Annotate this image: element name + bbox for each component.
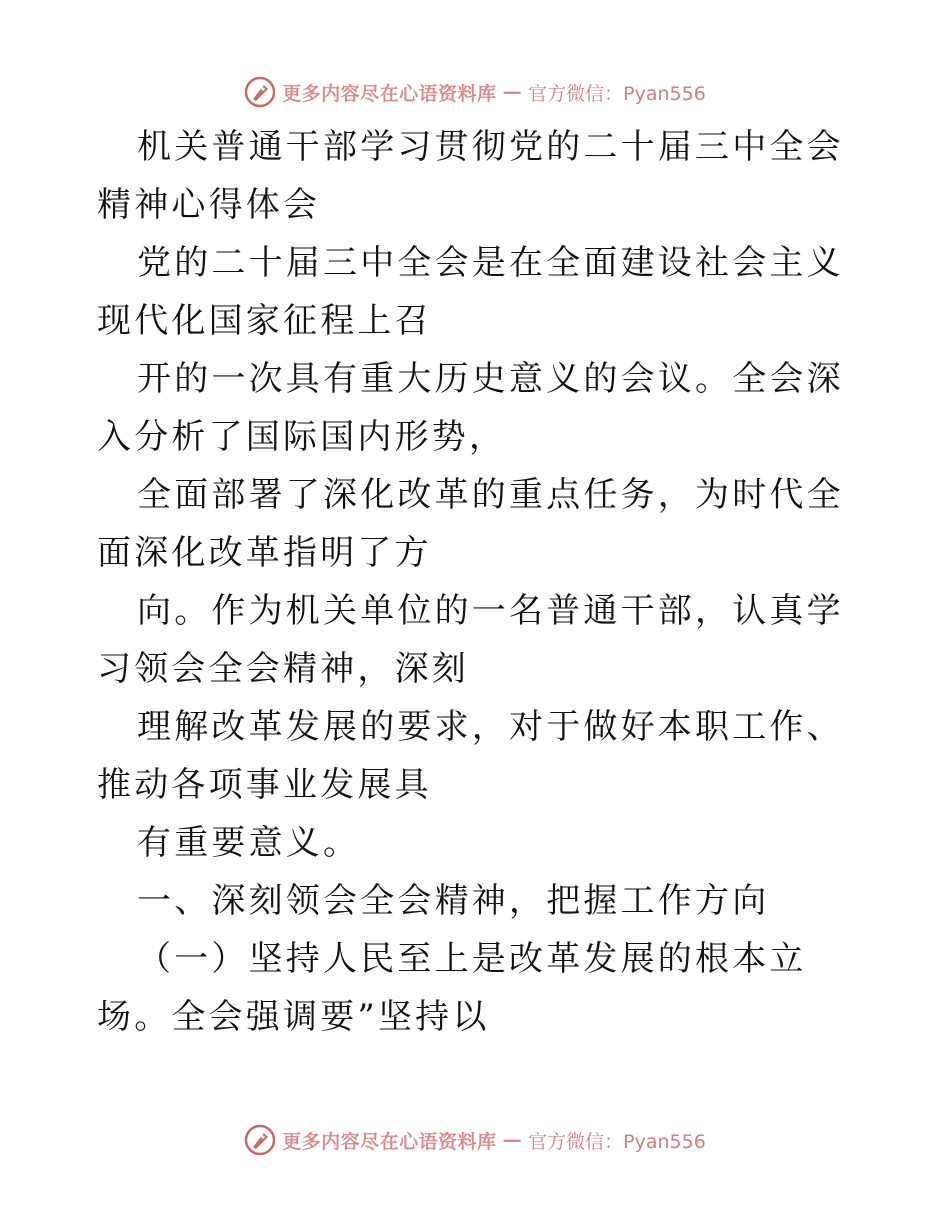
pen-nib-logo-icon (244, 76, 276, 108)
doc-paragraph: 党的二十届三中全会是在全面建设社会主义现代化国家征程上召 (97, 243, 844, 341)
watermark-separator: — (502, 1129, 523, 1151)
watermark-main-text: 更多内容尽在心语资料库 (282, 82, 497, 105)
watermark-main-text: 更多内容尽在心语资料库 (282, 1130, 497, 1153)
doc-paragraph: 开的一次具有重大历史意义的会议。全会深入分析了国际国内形势， (97, 359, 844, 457)
document-body (97, 118, 857, 1046)
section-heading: 一、深刻领会全会精神，把握工作方向 (137, 881, 770, 921)
footer-watermark (0, 1120, 950, 1160)
doc-title-paragraph: 机关普通干部学习贯彻党的二十届三中全会精神心得体会 (97, 127, 844, 225)
watermark-separator: — (502, 81, 523, 103)
pen-nib-logo-icon (244, 1124, 276, 1156)
doc-paragraph: 向。作为机关单位的一名普通干部，认真学习领会全会精神，深刻 (97, 591, 844, 689)
doc-paragraph: 有重要意义。 (137, 823, 361, 863)
watermark-sub-text: 官方微信：Pyan556 (528, 1130, 706, 1153)
doc-paragraph: （一）坚持人民至上是改革发展的根本立场。全会强调要”坚持以 (97, 939, 807, 1037)
doc-paragraph: 全面部署了深化改革的重点任务，为时代全面深化改革指明了方 (97, 475, 844, 573)
header-watermark (0, 72, 950, 112)
watermark-sub-text: 官方微信：Pyan556 (528, 82, 706, 105)
doc-paragraph: 理解改革发展的要求，对于做好本职工作、推动各项事业发展具 (97, 707, 844, 805)
